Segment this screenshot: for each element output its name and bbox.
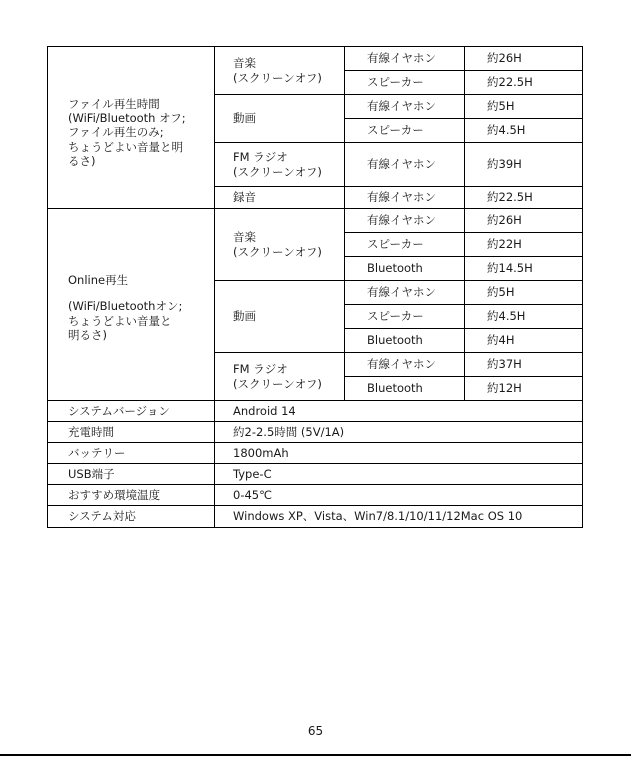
online-category-cell: [48, 209, 215, 401]
table-row: [48, 47, 583, 71]
bottom-rule: [0, 754, 631, 756]
playback-category-cell: [48, 47, 215, 209]
output-cell: スピーカー: [345, 119, 465, 143]
table-row: [48, 485, 583, 506]
time-cell: 約26H: [465, 47, 583, 71]
mode-cell: 録音: [215, 187, 345, 209]
output-cell: 有線イヤホン: [345, 209, 465, 233]
online-label-line: (WiFi/Bluetoothオン;: [68, 299, 183, 314]
table-row: [48, 443, 583, 464]
mode-cell: [215, 143, 345, 187]
time-cell: 約5H: [465, 281, 583, 305]
spec-value-cell: 1800mAh: [215, 443, 583, 464]
spec-value-cell: 約2-2.5時間 (5V/1A): [215, 422, 583, 443]
mode-cell: [215, 353, 345, 401]
mode-cell: 動画: [215, 281, 345, 353]
time-cell: 約22.5H: [465, 187, 583, 209]
table-row: [48, 422, 583, 443]
time-cell: 約12H: [465, 377, 583, 401]
spec-label-cell: システム対応: [48, 506, 215, 528]
spec-label-cell: 充電時間: [48, 422, 215, 443]
spec-value-cell: Type-C: [215, 464, 583, 485]
mode-label: (スクリーンオフ): [233, 376, 322, 391]
output-cell: 有線イヤホン: [345, 95, 465, 119]
spec-label-cell: おすすめ環境温度: [48, 485, 215, 506]
table-row: [48, 401, 583, 422]
output-cell: 有線イヤホン: [345, 353, 465, 377]
mode-cell: [215, 209, 345, 281]
mode-label: FM ラジオ: [233, 150, 288, 165]
table-row: [48, 209, 583, 233]
output-cell: 有線イヤホン: [345, 281, 465, 305]
table-row: [48, 506, 583, 528]
spec-label-cell: システムバージョン: [48, 401, 215, 422]
output-cell: スピーカー: [345, 233, 465, 257]
playback-label-line: ファイル再生のみ;: [68, 125, 164, 140]
spec-value-cell: 0-45℃: [215, 485, 583, 506]
time-cell: 約22H: [465, 233, 583, 257]
online-label-line: Online再生: [68, 272, 129, 287]
time-cell: 約4.5H: [465, 119, 583, 143]
time-cell: 約14.5H: [465, 257, 583, 281]
output-cell: Bluetooth: [345, 329, 465, 353]
playback-label-line: るさ): [68, 154, 96, 169]
time-cell: 約39H: [465, 143, 583, 187]
mode-label: 音楽: [233, 56, 256, 71]
mode-cell: 動画: [215, 95, 345, 143]
output-cell: スピーカー: [345, 305, 465, 329]
mode-label: (スクリーンオフ): [233, 70, 322, 85]
playback-label-line: ファイル再生時間: [68, 96, 160, 111]
output-cell: 有線イヤホン: [345, 143, 465, 187]
mode-cell: [215, 47, 345, 95]
spec-value-cell: Windows XP、Vista、Win7/8.1/10/11/12Mac OS 10: [215, 506, 583, 528]
mode-label: FM ラジオ: [233, 362, 288, 377]
mode-label: (スクリーンオフ): [233, 244, 322, 259]
mode-label: (スクリーンオフ): [233, 164, 322, 179]
output-cell: 有線イヤホン: [345, 187, 465, 209]
output-cell: スピーカー: [345, 71, 465, 95]
time-cell: 約37H: [465, 353, 583, 377]
time-cell: 約4H: [465, 329, 583, 353]
online-label-line: 明るさ): [68, 327, 107, 342]
spec-table: [47, 46, 583, 528]
spec-label-cell: USB端子: [48, 464, 215, 485]
time-cell: 約5H: [465, 95, 583, 119]
output-cell: Bluetooth: [345, 377, 465, 401]
time-cell: 約26H: [465, 209, 583, 233]
page-number: 65: [307, 724, 324, 738]
time-cell: 約22.5H: [465, 71, 583, 95]
table-row: [48, 464, 583, 485]
output-cell: Bluetooth: [345, 257, 465, 281]
mode-label: 音楽: [233, 230, 256, 245]
online-label-line: ちょうどよい音量と: [68, 313, 172, 328]
output-cell: 有線イヤホン: [345, 47, 465, 71]
playback-label-line: ちょうどよい音量と明: [68, 139, 183, 154]
time-cell: 約4.5H: [465, 305, 583, 329]
playback-label-line: (WiFi/Bluetooth オフ;: [68, 110, 186, 125]
spec-value-cell: Android 14: [215, 401, 583, 422]
spec-label-cell: バッテリー: [48, 443, 215, 464]
